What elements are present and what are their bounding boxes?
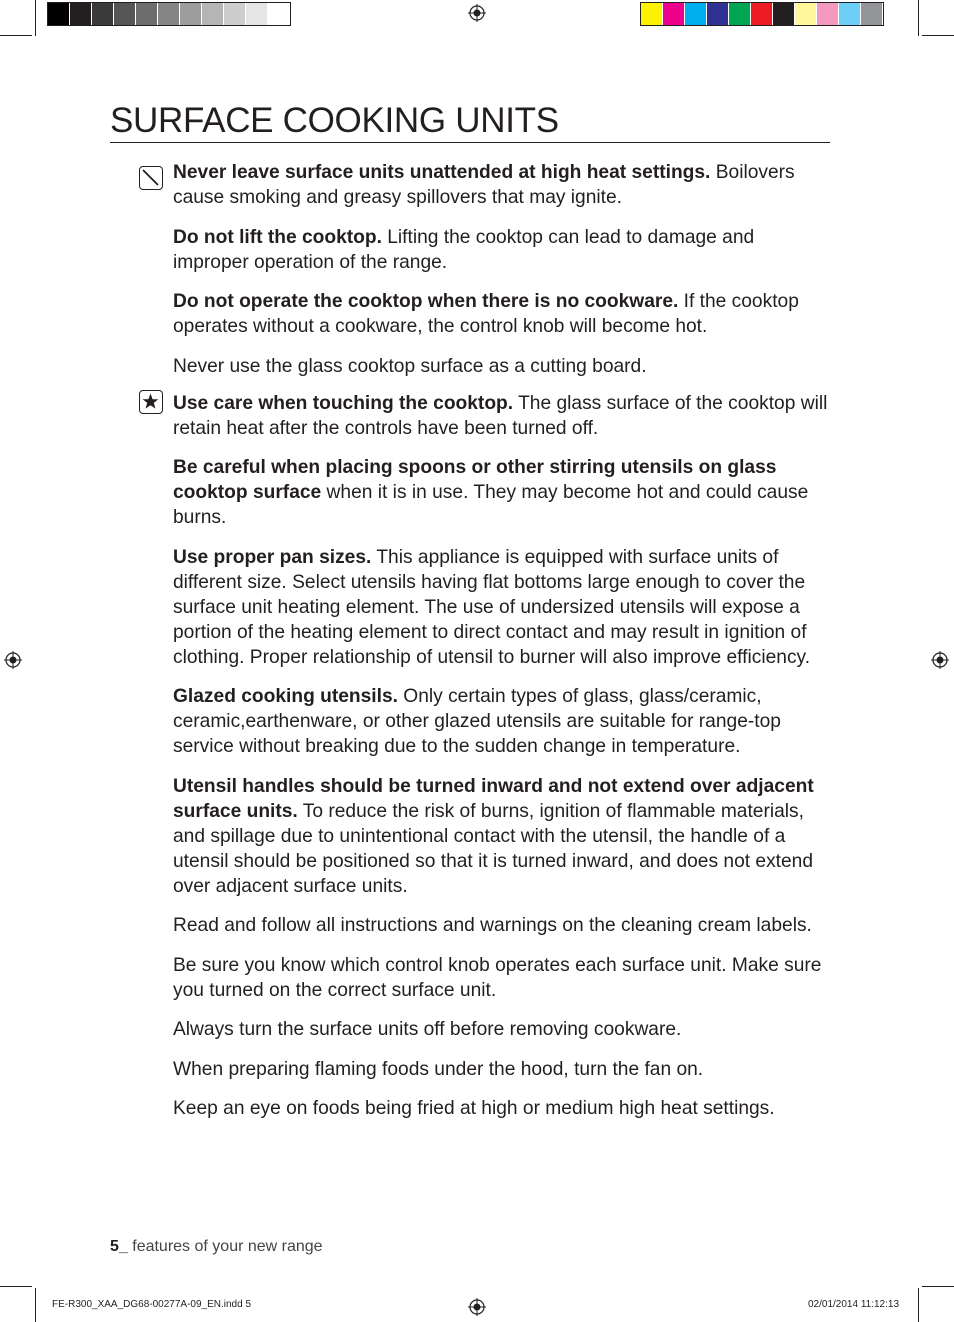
instruction-paragraph: Glazed cooking utensils. Only certain types of glass, glass/ceramic, ceramic,earthenware, or other glazed utensils are suitable for range-top service without breaking due to the sudden change in temperature. [173, 686, 781, 757]
crop-mark-bottom-right-v [918, 1288, 919, 1322]
instruction-paragraph: Never use the glass cooktop surface as a cutting board. [173, 355, 647, 377]
instruction-paragraph: Do not operate the cooktop when there is no cookware. If the cooktop operates without a cookware, the control knob will become hot. [173, 291, 799, 337]
instruction-paragraph: Utensil handles should be turned inward and not extend over adjacent surface units. To reduce the risk of burns, ignition of flammable materials, and spillage due to unintentional contact with the utensil, the handle of a utensil should be positioned so that it is turned inward, and does not extend over adjacent surface units. [173, 775, 814, 897]
color-swatch [839, 3, 861, 25]
color-swatch [707, 3, 729, 25]
instruction-paragraph: Read and follow all instructions and warnings on the cleaning cream labels. [173, 915, 812, 936]
color-swatch [158, 3, 180, 25]
instruction-paragraph: Use proper pan sizes. This appliance is equipped with surface units of different size. Select utensils having flat bottoms large enough to cover the surface unit heating element. The use of undersized utensils will expose a portion of the heating element to direct contact and may result in ignition of clothing. Proper relationship of utensil to burner will also improve efficiency. [173, 546, 811, 668]
color-swatch [685, 3, 707, 25]
instruction-paragraph: Always turn the surface units off before removing cookware. [173, 1019, 682, 1040]
color-swatch [202, 3, 224, 25]
color-swatch [224, 3, 246, 25]
instruction-paragraph: Do not lift the cooktop. Lifting the cooktop can lead to damage and improper operation of the range. [173, 226, 755, 273]
star-caution-icon [139, 390, 163, 414]
registration-target-icon [468, 4, 486, 22]
safety-instructions [173, 160, 833, 1136]
instruction-paragraph: Keep an eye on foods being fried at high or medium high heat settings. [173, 1098, 775, 1119]
file-slug: FE-R300_XAA_DG68-00277A-09_EN.indd 5 [52, 1299, 252, 1310]
color-swatch [773, 3, 795, 25]
color-swatch [663, 3, 685, 25]
process-color-bar [640, 2, 884, 26]
color-swatch [114, 3, 136, 25]
color-swatch [751, 3, 773, 25]
prohibition-icon [139, 166, 163, 190]
color-swatch [70, 3, 92, 25]
instruction-paragraph: Be careful when placing spoons or other stirring utensils on glass cooktop surface when it is in use. They may become hot and could cause burns. [173, 457, 809, 528]
color-swatch [48, 3, 70, 25]
crop-mark-top-left-h [0, 35, 32, 36]
instruction-paragraph: Never leave surface units unattended at high heat settings. Boilovers cause smoking and greasy spillovers that may ignite. [173, 162, 795, 208]
color-swatch [180, 3, 202, 25]
registration-target-icon [931, 651, 949, 669]
color-swatch [92, 3, 114, 25]
registration-target-icon [4, 651, 22, 669]
grayscale-color-bar [47, 2, 291, 26]
color-swatch [817, 3, 839, 25]
crop-mark-top-right-v [918, 0, 919, 36]
crop-mark-bottom-right-h [922, 1286, 954, 1287]
instruction-paragraph: When preparing flaming foods under the hood, turn the fan on. [173, 1058, 704, 1080]
color-swatch [268, 3, 290, 25]
crop-mark-bottom-left-v [35, 1288, 36, 1322]
page-number: 5_ [110, 1238, 128, 1255]
crop-mark-top-left-v [35, 0, 36, 36]
instruction-paragraph: Be sure you know which control knob operates each surface unit. Make sure you turned on the correct surface unit. [173, 954, 822, 1001]
color-swatch [861, 3, 883, 25]
color-swatch [136, 3, 158, 25]
instruction-paragraph: Use care when touching the cooktop. The glass surface of the cooktop will retain heat after the controls have been turned off. [173, 392, 828, 439]
section-name: features of your new range [127, 1238, 323, 1255]
crop-mark-bottom-left-h [0, 1286, 32, 1287]
page-footer [110, 1238, 323, 1256]
color-swatch [729, 3, 751, 25]
page-title: SURFACE COOKING UNITS [110, 100, 830, 143]
registration-target-icon [468, 1298, 486, 1316]
color-swatch [641, 3, 663, 25]
print-datetime: 02/01/2014 11:12:13 [808, 1299, 900, 1310]
crop-mark-top-right-h [922, 35, 954, 36]
color-swatch [795, 3, 817, 25]
color-swatch [246, 3, 268, 25]
